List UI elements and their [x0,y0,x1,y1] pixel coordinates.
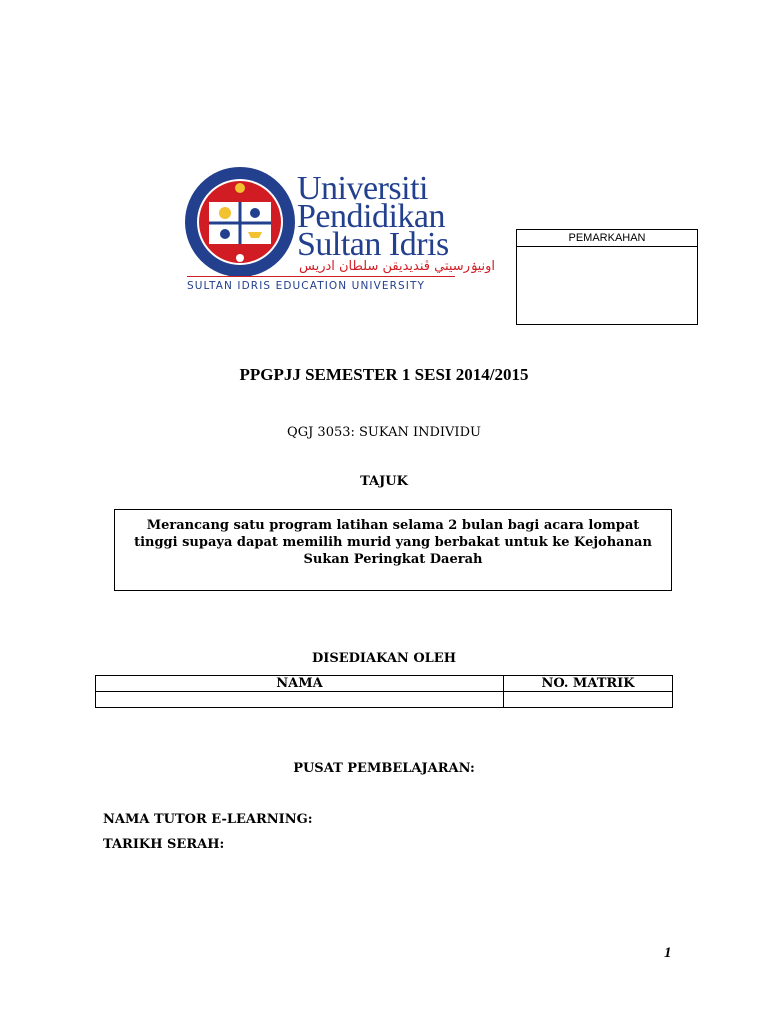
marks-label: PEMARKAHAN [517,230,697,247]
logo-line-3: Sultan Idris [297,226,449,263]
logo-divider [187,276,455,277]
table-row [96,692,673,708]
semester-heading: PPGPJJ SEMESTER 1 SESI 2014/2015 [239,365,529,384]
title-label: TAJUK [360,474,408,489]
tutor-name-label: NAMA TUTOR E-LEARNING: [103,812,313,827]
column-header-name: NAMA [96,676,504,692]
logo-jawi-text: اونيۏرسيتي ڤنديديقن سلطان ادريس [299,259,496,274]
table-header-row [96,676,673,692]
marks-box [516,229,698,325]
university-seal-icon [174,156,298,276]
logo-line-2: Pendidikan [297,198,445,235]
learning-centre-label: PUSAT PEMBELAJARAN: [293,761,475,776]
page-number: 1 [664,945,672,961]
assignment-title-box [114,509,672,591]
table-cell-name [96,692,504,708]
course-code: QGJ 3053: SUKAN INDIVIDU [287,425,481,440]
table-cell-matric [504,692,673,708]
logo-subtitle: SULTAN IDRIS EDUCATION UNIVERSITY [187,280,426,292]
student-table [95,675,673,708]
assignment-title: Merancang satu program latihan selama 2 bulan bagi acara lompat tinggi supaya dapat memilih murid yang berbakat untuk ke Kejohanan Sukan Peringkat Daerah [134,518,652,567]
column-header-matric: NO. MATRIK [504,676,673,692]
submission-date-label: TARIKH SERAH: [103,837,225,852]
logo-line-1: Universiti [297,170,428,207]
university-logo [174,156,496,316]
prepared-by-label: DISEDIAKAN OLEH [311,651,456,666]
